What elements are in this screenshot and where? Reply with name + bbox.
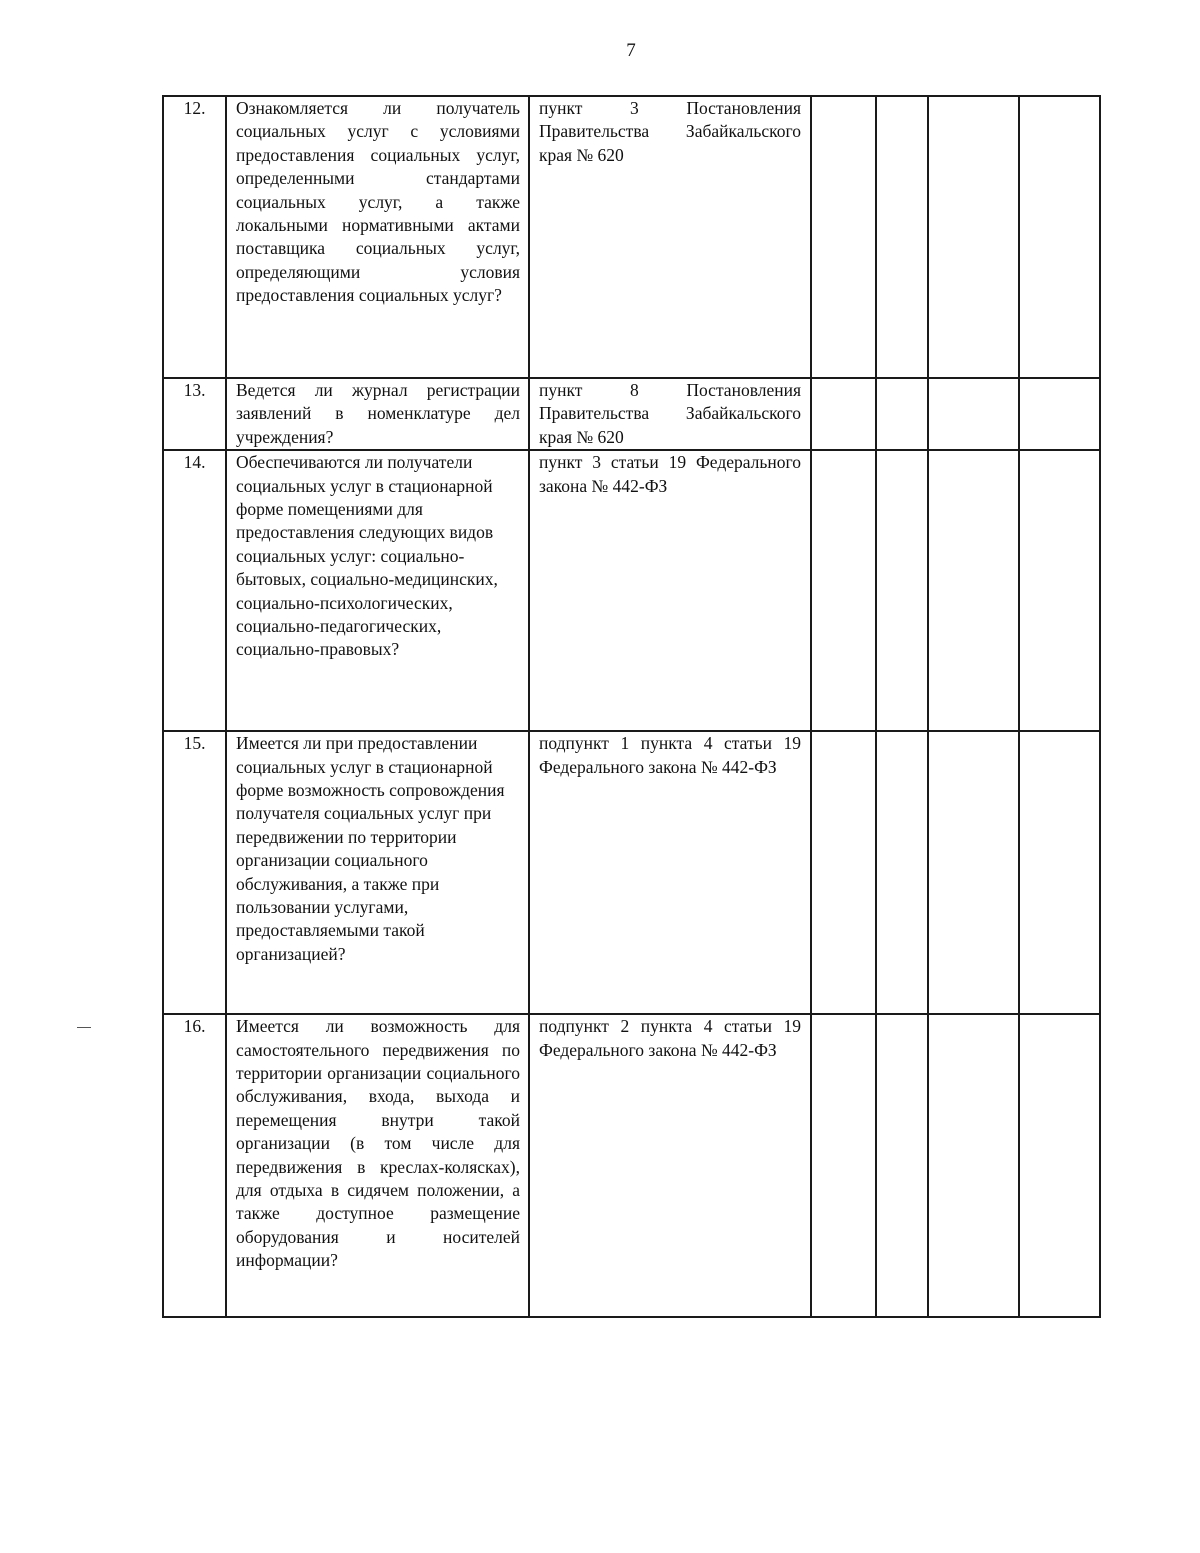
- reference-cell: пункт 3 Постановления Правительства Забайкальского края № 620: [529, 96, 811, 378]
- checklist-table: [162, 95, 1101, 1318]
- answer-yes-cell[interactable]: [811, 450, 876, 731]
- note-cell[interactable]: [1019, 96, 1100, 378]
- answer-not-applicable-cell[interactable]: [928, 450, 1019, 731]
- margin-mark: [77, 1027, 91, 1028]
- row-number: 13.: [163, 378, 226, 450]
- note-cell[interactable]: [1019, 378, 1100, 450]
- reference-cell: пункт 8 Постановления Правительства Забайкальского края № 620: [529, 378, 811, 450]
- answer-yes-cell[interactable]: [811, 731, 876, 1014]
- answer-yes-cell[interactable]: [811, 378, 876, 450]
- reference-cell: подпункт 1 пункта 4 статьи 19 Федерального закона № 442-ФЗ: [529, 731, 811, 1014]
- reference-cell: подпункт 2 пункта 4 статьи 19 Федерального закона № 442-ФЗ: [529, 1014, 811, 1317]
- answer-not-applicable-cell[interactable]: [928, 96, 1019, 378]
- answer-not-applicable-cell[interactable]: [928, 1014, 1019, 1317]
- question-cell: Имеется ли при предоставлении социальных услуг в стационарной форме возможность сопровождения получателя социальных услуг при передвижении по территории организации социального обслуживания, а также при пользовании услугами, предоставляемыми такой организацией?: [226, 731, 529, 1014]
- answer-not-applicable-cell[interactable]: [928, 731, 1019, 1014]
- row-number: 16.: [163, 1014, 226, 1317]
- question-cell: Обеспечиваются ли получатели социальных услуг в стационарной форме помещениями для предоставления следующих видов социальных услуг: социально-бытовых, социально-медицинских, социально-психологических, социально-педагогических, социально-правовых?: [226, 450, 529, 731]
- table-row: [163, 378, 1100, 450]
- answer-no-cell[interactable]: [876, 731, 928, 1014]
- answer-no-cell[interactable]: [876, 378, 928, 450]
- answer-no-cell[interactable]: [876, 96, 928, 378]
- table-row: [163, 731, 1100, 1014]
- table-row: [163, 450, 1100, 731]
- table-row: [163, 1014, 1100, 1317]
- question-cell: Ведется ли журнал регистрации заявлений в номенклатуре дел учреждения?: [226, 378, 529, 450]
- question-cell: Ознакомляется ли получатель социальных услуг с условиями предоставления социальных услуг, определенными стандартами социальных услуг, а также локальными нормативными актами поставщика социальных услуг, определяющими условия предоставления социальных услуг?: [226, 96, 529, 378]
- row-number: 12.: [163, 96, 226, 378]
- answer-yes-cell[interactable]: [811, 96, 876, 378]
- answer-yes-cell[interactable]: [811, 1014, 876, 1317]
- note-cell[interactable]: [1019, 731, 1100, 1014]
- question-cell: Имеется ли возможность для самостоятельного передвижения по территории организации социального обслуживания, входа, выхода и перемещения внутри такой организации (в том числе для передвижения в креслах-колясках), для отдыха в сидячем положении, а также доступное размещение оборудования и носителей информации?: [226, 1014, 529, 1317]
- answer-no-cell[interactable]: [876, 450, 928, 731]
- answer-no-cell[interactable]: [876, 1014, 928, 1317]
- reference-cell: пункт 3 статьи 19 Федерального закона № 442-ФЗ: [529, 450, 811, 731]
- table-row: [163, 96, 1100, 378]
- page-number: 7: [626, 40, 636, 61]
- note-cell[interactable]: [1019, 1014, 1100, 1317]
- row-number: 14.: [163, 450, 226, 731]
- note-cell[interactable]: [1019, 450, 1100, 731]
- answer-not-applicable-cell[interactable]: [928, 378, 1019, 450]
- row-number: 15.: [163, 731, 226, 1014]
